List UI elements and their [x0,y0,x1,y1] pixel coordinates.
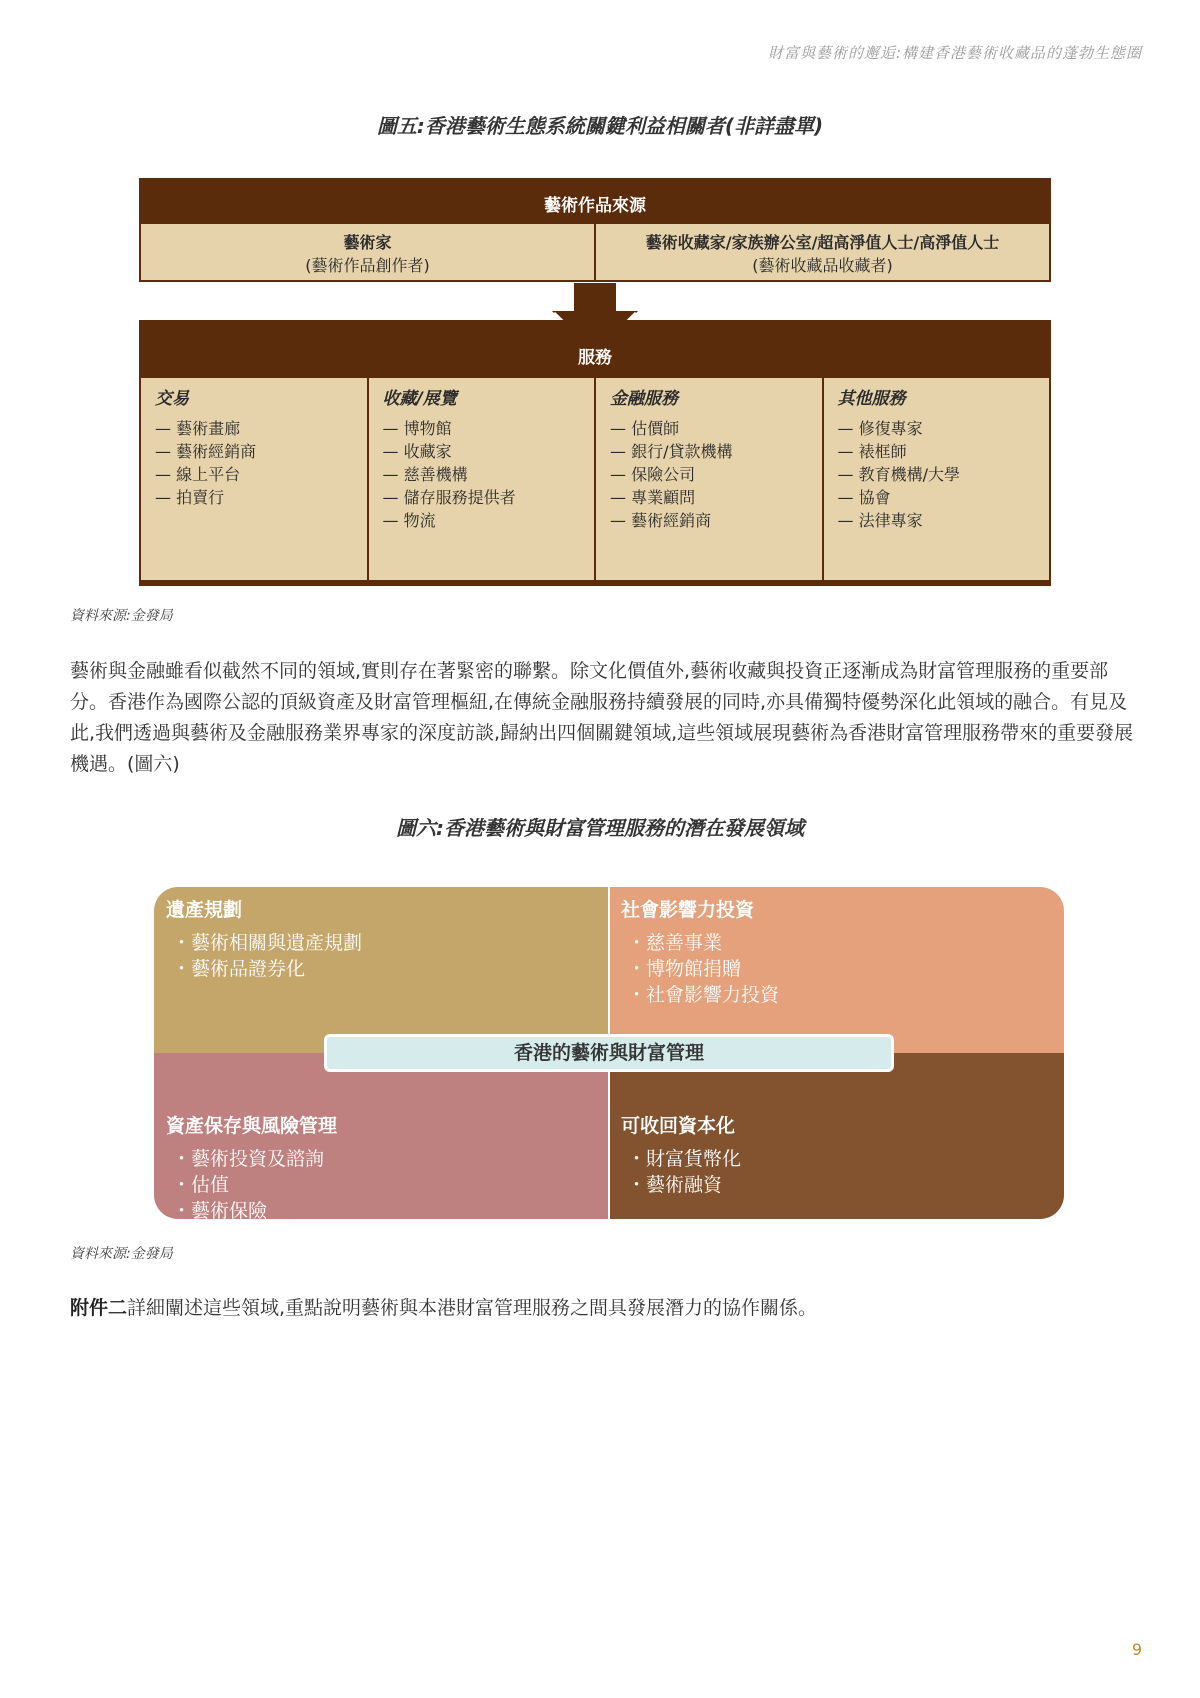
column-heading: 其他服務 [837,389,906,409]
column-heading: 金融服務 [610,389,678,409]
collector-title: 藝術收藏家/家族辦公室/超高淨值人士/高淨值人士 [645,233,1000,252]
list-item: ・ 藝術融資 [621,1172,1052,1198]
center-label: 香港的藝術與財富管理 [324,1034,894,1072]
list-item: ・ 藝術保險 [166,1198,597,1219]
appendix-ref: 附件二 [70,1297,128,1319]
services-header: 服務 [139,320,1051,378]
sources-header: 藝術作品來源 [139,178,1051,224]
list-item: — 慈善機構 [383,463,581,486]
list-item: — 修復專家 [838,417,1036,440]
figure5-diagram [139,178,1051,530]
list-item: — 儲存服務提供者 [383,486,581,509]
list-item: ・ 藝術品證券化 [166,956,597,982]
list-item: — 線上平台 [155,463,353,486]
list-item: ・ 估值 [166,1172,597,1198]
quadrant-heading: 可收回資本化 [621,1115,736,1137]
figure5-source: 資料來源:金發局 [70,608,173,624]
collector-subtitle: (藝術收藏品收藏者) [752,256,893,275]
closing-paragraph [70,1293,1140,1324]
column-heading: 收藏/展覽 [382,389,457,409]
page-number: 9 [1131,1640,1142,1659]
quadrant-asset-preservation [154,1053,609,1219]
services-column-trading [141,378,367,580]
quadrant-heading: 資產保存與風險管理 [166,1115,338,1137]
quadrant-social-impact [609,887,1064,1053]
list-item: — 博物館 [383,417,581,440]
figure6-source: 資料來源:金發局 [70,1246,173,1262]
collector-box [594,224,1049,280]
quadrant-heading: 社會影響力投資 [621,899,755,921]
list-item: — 法律專家 [838,509,1036,532]
services-column-other [822,378,1050,580]
list-item: ・ 慈善事業 [621,930,1052,956]
services-column-financial [594,378,822,580]
list-item: — 裱框師 [838,440,1036,463]
list-item: — 協會 [838,486,1036,509]
list-item: — 估價師 [610,417,808,440]
figure6-title: 圖六:香港藝術與財富管理服務的潛在發展領域 [396,816,804,840]
list-item: ・ 藝術相關與遺產規劃 [166,930,597,956]
quadrant-heading: 遺產規劃 [166,899,243,921]
services-bottom-rule [139,580,1051,586]
quadrant-capitalisation [609,1053,1064,1219]
running-header: 財富與藝術的邂逅:構建香港藝術收藏品的蓬勃生態圈 [767,44,1142,62]
list-item: — 收藏家 [383,440,581,463]
list-item: — 保險公司 [610,463,808,486]
list-item: ・ 財富貨幣化 [621,1146,1052,1172]
body-paragraph: 藝術與金融雖看似截然不同的領域,實則存在著緊密的聯繫。除文化價值外,藝術收藏與投資正逐漸成為財富管理服務的重要部分。香港作為國際公認的頂級資產及財富管理樞紐,在傳統金融服務持續發展的同時,亦具備獨特優勢深化此領域的融合。有見及此,我們透過與藝術及金融服務業界專家的深度訪談,歸納出四個關鍵領域,這些領域展現藝術為香港財富管理服務帶來的重要發展機遇。(圖六) [70,660,1134,775]
list-item: ・ 博物館捐贈 [621,956,1052,982]
list-item: ・ 藝術投資及諮詢 [166,1146,597,1172]
artist-subtitle: (藝術作品創作者) [305,256,430,275]
services-columns [139,378,1051,582]
list-item: ・ 社會影響力投資 [621,982,1052,1008]
list-item: — 專業顧問 [610,486,808,509]
list-item: — 拍賣行 [155,486,353,509]
figure6-diagram [154,887,1064,1219]
artist-title: 藝術家 [343,233,392,252]
sources-row [139,224,1051,282]
column-heading: 交易 [155,389,189,409]
list-item: — 教育機構/大學 [838,463,1036,486]
closing-text: 詳細闡述這些領域,重點說明藝術與本港財富管理服務之間具發展潛力的協作關係。 [127,1297,818,1319]
list-item: — 藝術經銷商 [610,509,808,532]
list-item: — 藝術經銷商 [155,440,353,463]
services-column-collection [367,378,595,580]
figure5-title: 圖五:香港藝術生態系統關鍵利益相關者(非詳盡單) [376,114,824,138]
list-item: — 物流 [383,509,581,532]
quadrant-estate-planning [154,887,609,1053]
artist-box [141,224,594,280]
list-item: — 藝術畫廊 [155,417,353,440]
list-item: — 銀行/貸款機構 [610,440,808,463]
